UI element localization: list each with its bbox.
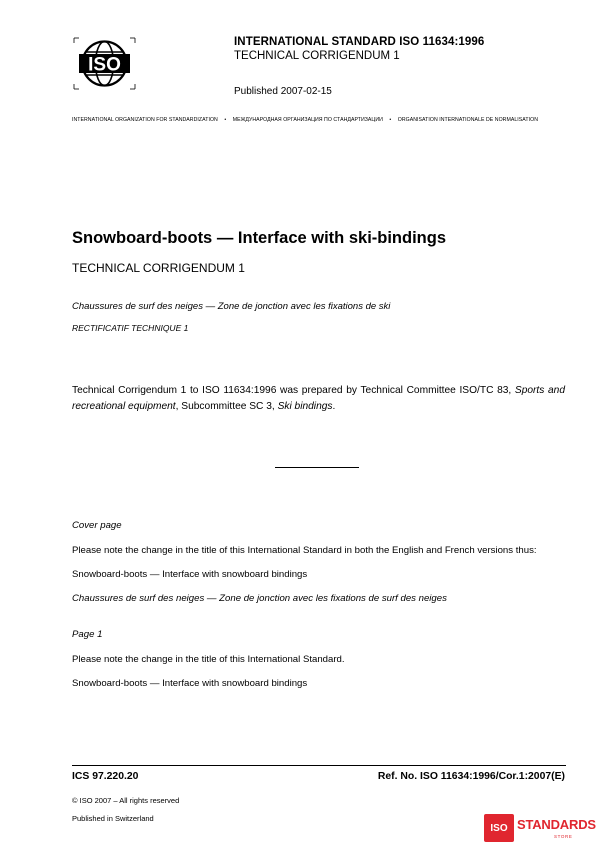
- french-title: Chaussures de surf des neiges — Zone de jonction avec les fixations de ski: [72, 301, 391, 312]
- iso-standards-store-logo: [484, 814, 594, 844]
- page1-heading: Page 1: [72, 629, 103, 640]
- cover-page-note: Please note the change in the title of this International Standard in both the English and French versions thus:: [72, 545, 537, 556]
- org-name-en: INTERNATIONAL ORGANIZATION FOR STANDARDIZATION: [72, 117, 218, 123]
- page1-note: Please note the change in the title of this International Standard.: [72, 654, 345, 665]
- standard-title: INTERNATIONAL STANDARD ISO 11634:1996: [234, 36, 485, 48]
- committee-name: Sports and recreational equipment: [72, 385, 565, 412]
- ics-code: ICS 97.220.20: [72, 771, 139, 782]
- iso-logo: [73, 37, 136, 90]
- org-name-ru: МЕЖДУНАРОДНАЯ ОРГАНИЗАЦИЯ ПО СТАНДАРТИЗАЦИИ: [232, 117, 383, 123]
- intro-text-1: Technical Corrigendum 1 to ISO 11634:1996 was prepared by Technical Committee ISO/TC 83,: [72, 385, 515, 396]
- bullet-separator: •: [224, 117, 227, 123]
- cover-page-french-title: Chaussures de surf des neiges — Zone de jonction avec les fixations de surf des neiges: [72, 593, 447, 604]
- footer-rule: [72, 765, 566, 766]
- cover-page-english-title: Snowboard-boots — Interface with snowboard bindings: [72, 569, 308, 580]
- store-logo-text: STANDARDS: [517, 817, 596, 832]
- reference-number: Ref. No. ISO 11634:1996/Cor.1:2007(E): [377, 771, 565, 782]
- organization-line: [72, 117, 566, 123]
- subcommittee-name: Ski bindings: [277, 401, 333, 412]
- published-date: Published 2007-02-15: [234, 86, 332, 97]
- document-subtitle: TECHNICAL CORRIGENDUM 1: [72, 261, 245, 275]
- french-subtitle: RECTIFICATIF TECHNIQUE 1: [72, 323, 189, 333]
- page1-english-title: Snowboard-boots — Interface with snowboard bindings: [72, 678, 308, 689]
- iso-logo-text: ISO: [88, 54, 121, 76]
- intro-paragraph: [72, 383, 565, 415]
- intro-text-3: .: [332, 401, 336, 412]
- iso-logo-graphic: [73, 37, 136, 90]
- intro-text-2: , Subcommittee SC 3,: [175, 401, 278, 412]
- store-iso-badge: ISO: [484, 814, 514, 842]
- cover-page-heading: Cover page: [72, 520, 122, 531]
- copyright-notice: © ISO 2007 – All rights reserved: [72, 796, 180, 805]
- document-title: Snowboard-boots — Interface with ski-bindings: [72, 229, 447, 247]
- published-in: Published in Switzerland: [72, 814, 154, 823]
- store-logo-subtext: STORE: [554, 834, 573, 839]
- bullet-separator: •: [389, 117, 392, 123]
- separator-rule: [275, 467, 359, 468]
- org-name-fr: ORGANISATION INTERNATIONALE DE NORMALISATION: [397, 117, 539, 123]
- standard-subtitle: TECHNICAL CORRIGENDUM 1: [234, 50, 400, 62]
